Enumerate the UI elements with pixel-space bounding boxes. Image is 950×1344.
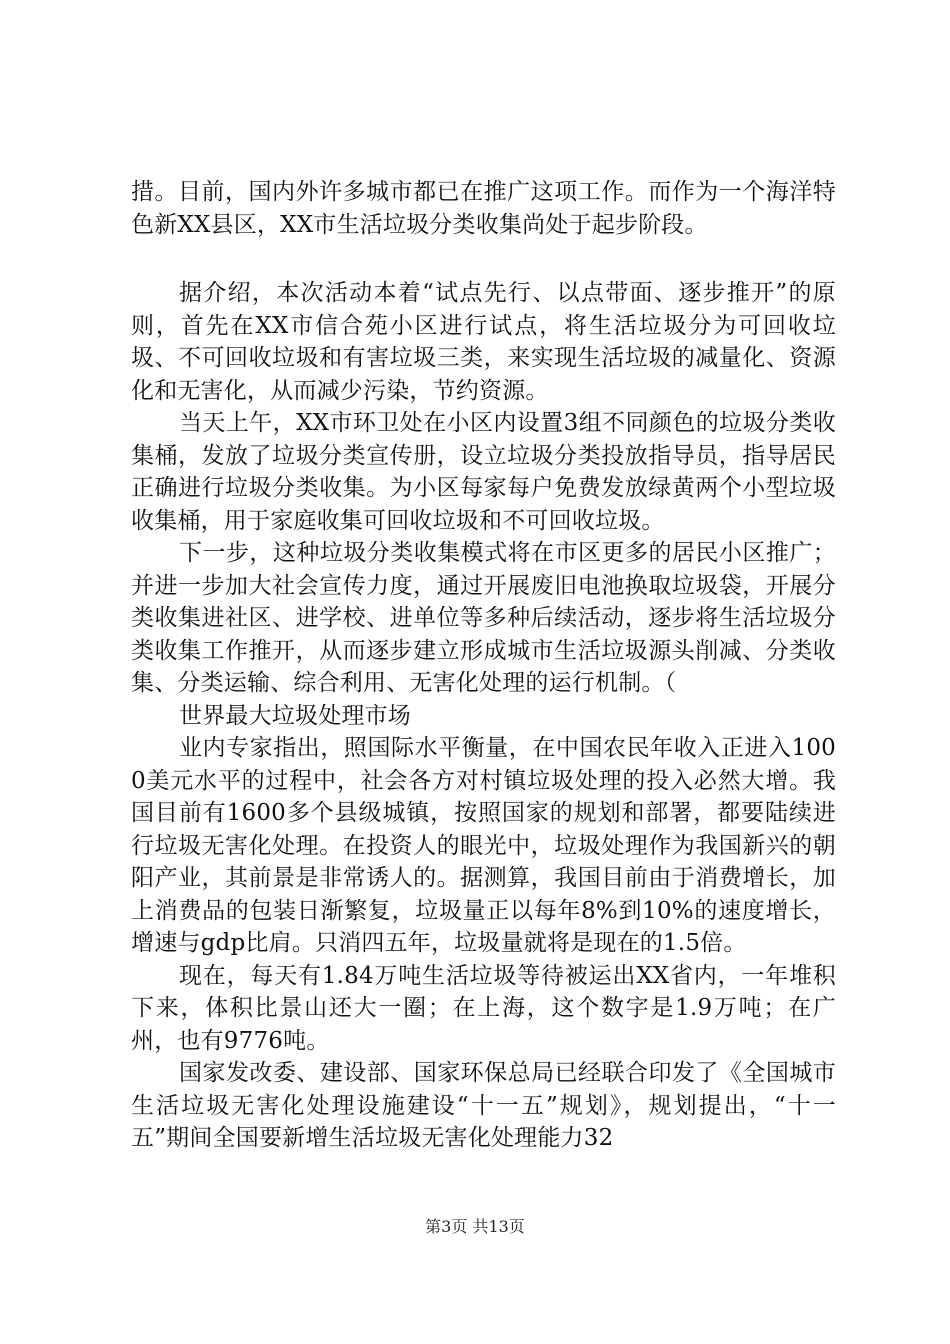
- paragraph-morning-event: 当天上午，XX市环卫处在小区内设置3组不同颜色的垃圾分类收集桶，发放了垃圾分类宣传册，设立垃圾分类投放指导员，指导居民正确进行垃圾分类收集。为小区每家每户免费发放绿黄两个小型垃圾收集桶，用于家庭收集可回收垃圾和不可回收垃圾。: [131, 410, 836, 534]
- paragraph-daily-volume: 现在，每天有1.84万吨生活垃圾等待被运出XX省内，一年堆积下来，体积比景山还大一圈；在上海，这个数字是1.9万吨；在广州，也有9776吨。: [131, 962, 836, 1054]
- page-number: 第3页 共13页: [425, 1217, 525, 1236]
- paragraph-next-step: 下一步，这种垃圾分类收集模式将在市区更多的居民小区推广；并进一步加大社会宣传力度，通过开展废旧电池换取垃圾袋，开展分类收集进社区、进学校、进单位等多种后续活动，逐步将生活垃圾分类收集工作推开，从而逐步建立形成城市生活垃圾源头削减、分类收集、分类运输、综合利用、无害化处理的运行机制。（: [131, 540, 836, 696]
- paragraph-national-plan: 国家发改委、建设部、国家环保总局已经联合印发了《全国城市生活垃圾无害化处理设施建设“十一五”规划》，规划提出，“十一五”期间全国要新增生活垃圾无害化处理能力32: [131, 1060, 836, 1151]
- paragraph-activity-intro: 据介绍，本次活动本着“试点先行、以点带面、逐步推开”的原则，首先在XX市信合苑小区进行试点，将生活垃圾分为可回收垃圾、不可回收垃圾和有害垃圾三类，来实现生活垃圾的减量化、资源化和无害化，从而减少污染，节约资源。: [131, 280, 836, 404]
- section-heading: 世界最大垃圾处理市场: [179, 702, 411, 729]
- paragraph-expert-view: 业内专家指出，照国际水平衡量，在中国农民年收入正进入1000美元水平的过程中，社会各方对村镇垃圾处理的投入必然大增。我国目前有1600多个县级城镇，按照国家的规划和部署，都要陆续进行垃圾无害化处理。在投资人的眼光中，垃圾处理作为我国新兴的朝阳产业，其前景是非常诱人的。据测算，我国目前由于消费增长，加上消费品的包装日渐繁复，垃圾量正以每年8%到10%的速度增长，增速与gdp比肩。只消四五年，垃圾量就将是现在的1.5倍。: [131, 735, 836, 956]
- document-body: [131, 176, 836, 1155]
- paragraph-continuation: 措。目前，国内外许多城市都已在推广这项工作。而作为一个海洋特色新XX县区，XX市生活垃圾分类收集尚处于起步阶段。: [131, 179, 836, 238]
